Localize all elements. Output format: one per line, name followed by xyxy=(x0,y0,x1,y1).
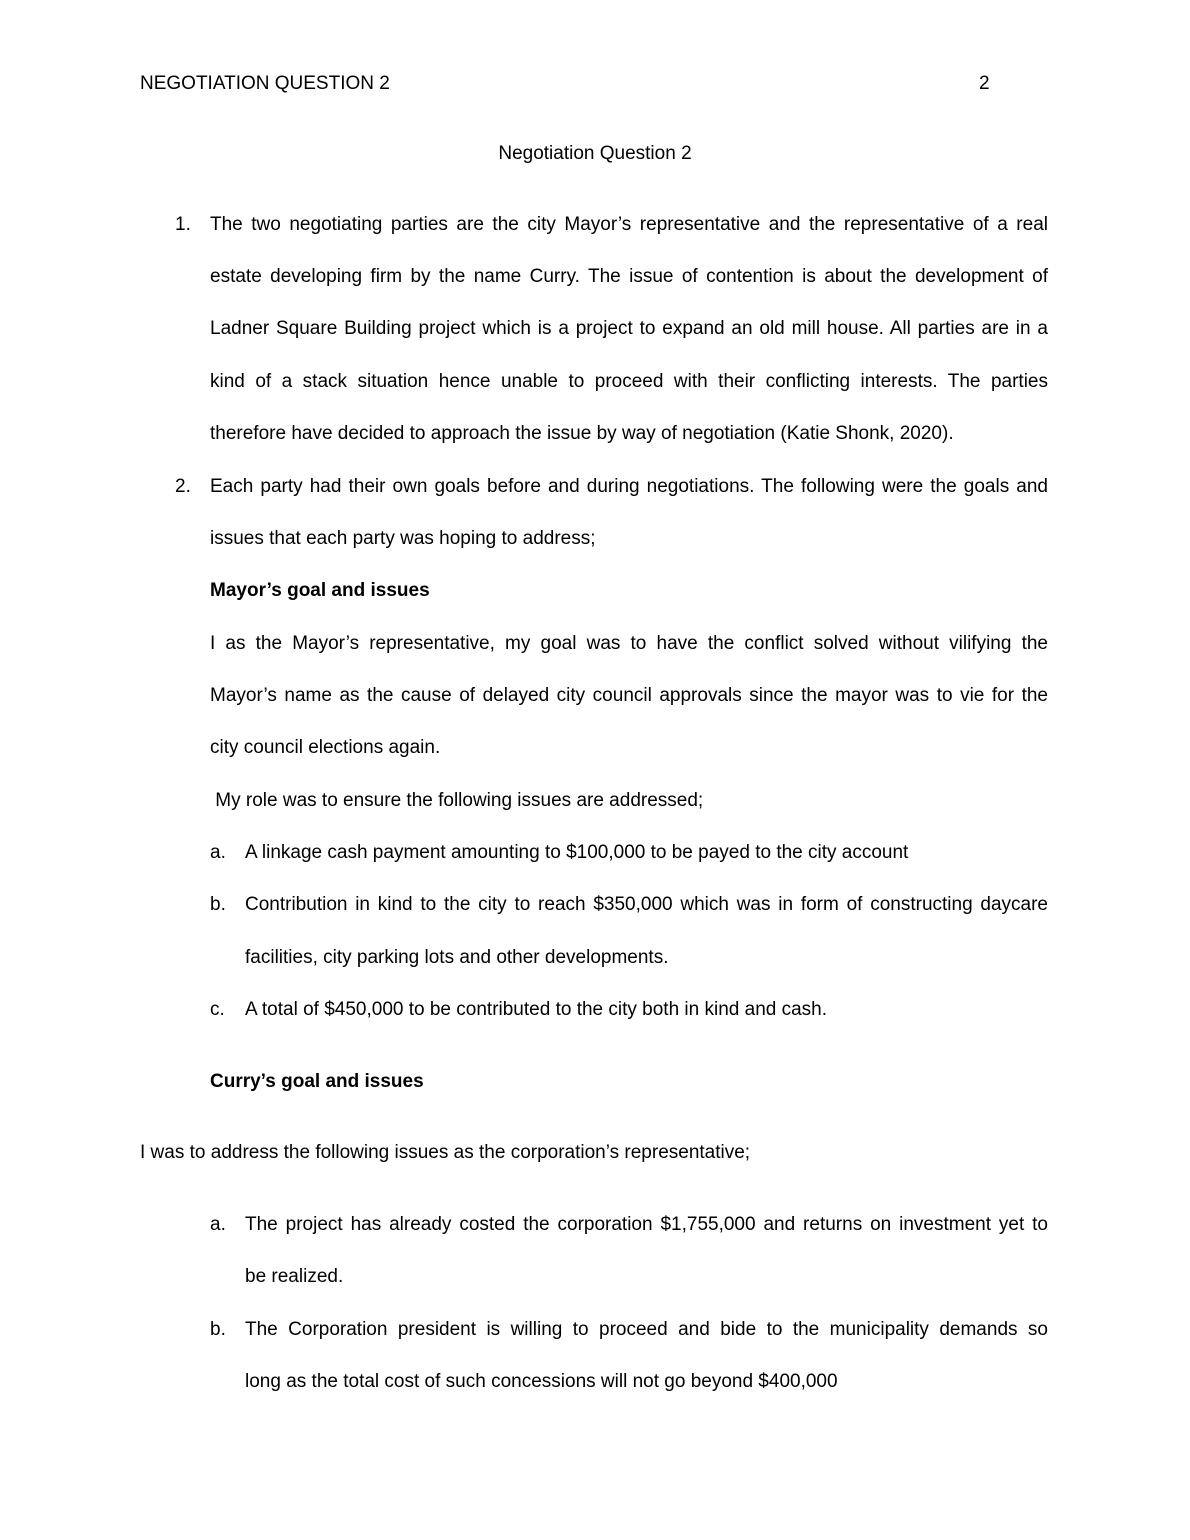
list-item-line: long as the total cost of such concessions will not go beyond $400,000 xyxy=(245,1371,838,1392)
document-title: Negotiation Question 2 xyxy=(498,143,692,164)
paragraph-line: kind of a stack situation hence unable to proceed with their conflicting interests. The parties xyxy=(210,371,1048,392)
list-item-line: A total of $450,000 to be contributed to the city both in kind and cash. xyxy=(245,999,828,1020)
paragraph-line: issues that each party was hoping to address; xyxy=(210,528,596,549)
list-marker: c. xyxy=(210,999,225,1020)
paragraph-line: I was to address the following issues as the corporation’s representative; xyxy=(140,1142,751,1163)
paragraph-line: Ladner Square Building project which is a project to expand an old mill house. All parties are in a xyxy=(210,318,1048,339)
paragraph-line: My role was to ensure the following issues are addressed; xyxy=(210,790,704,811)
list-item-line: facilities, city parking lots and other developments. xyxy=(245,947,669,968)
list-marker: a. xyxy=(210,842,226,863)
list-marker: b. xyxy=(210,1319,226,1340)
page-number: 2 xyxy=(979,73,990,94)
paragraph-line: Each party had their own goals before and during negotiations. The following were the goals and xyxy=(210,476,1048,497)
list-marker: 1. xyxy=(175,214,191,235)
paragraph-line: city council elections again. xyxy=(210,737,441,758)
list-item-line: The project has already costed the corporation $1,755,000 and returns on investment yet to xyxy=(245,1214,1048,1235)
section-heading: Mayor’s goal and issues xyxy=(210,580,430,601)
list-marker: 2. xyxy=(175,476,191,497)
paragraph-line: therefore have decided to approach the issue by way of negotiation (Katie Shonk, 2020). xyxy=(210,423,954,444)
paragraph-line: I as the Mayor’s representative, my goal was to have the conflict solved without vilifying the xyxy=(210,633,1048,654)
list-marker: a. xyxy=(210,1214,226,1235)
paragraph-line: The two negotiating parties are the city Mayor’s representative and the representative of a real xyxy=(210,214,1048,235)
paragraph-line: Mayor’s name as the cause of delayed city council approvals since the mayor was to vie for the xyxy=(210,685,1048,706)
list-marker: b. xyxy=(210,894,226,915)
paragraph-line: estate developing firm by the name Curry. The issue of contention is about the development of xyxy=(210,266,1048,287)
list-item-line: Contribution in kind to the city to reach $350,000 which was in form of constructing daycare xyxy=(245,894,1048,915)
running-head: NEGOTIATION QUESTION 2 xyxy=(140,73,390,94)
list-item-line: A linkage cash payment amounting to $100,000 to be payed to the city account xyxy=(245,842,909,863)
list-item-line: be realized. xyxy=(245,1266,344,1287)
list-item-line: The Corporation president is willing to proceed and bide to the municipality demands so xyxy=(245,1319,1048,1340)
section-heading: Curry’s goal and issues xyxy=(210,1071,424,1092)
